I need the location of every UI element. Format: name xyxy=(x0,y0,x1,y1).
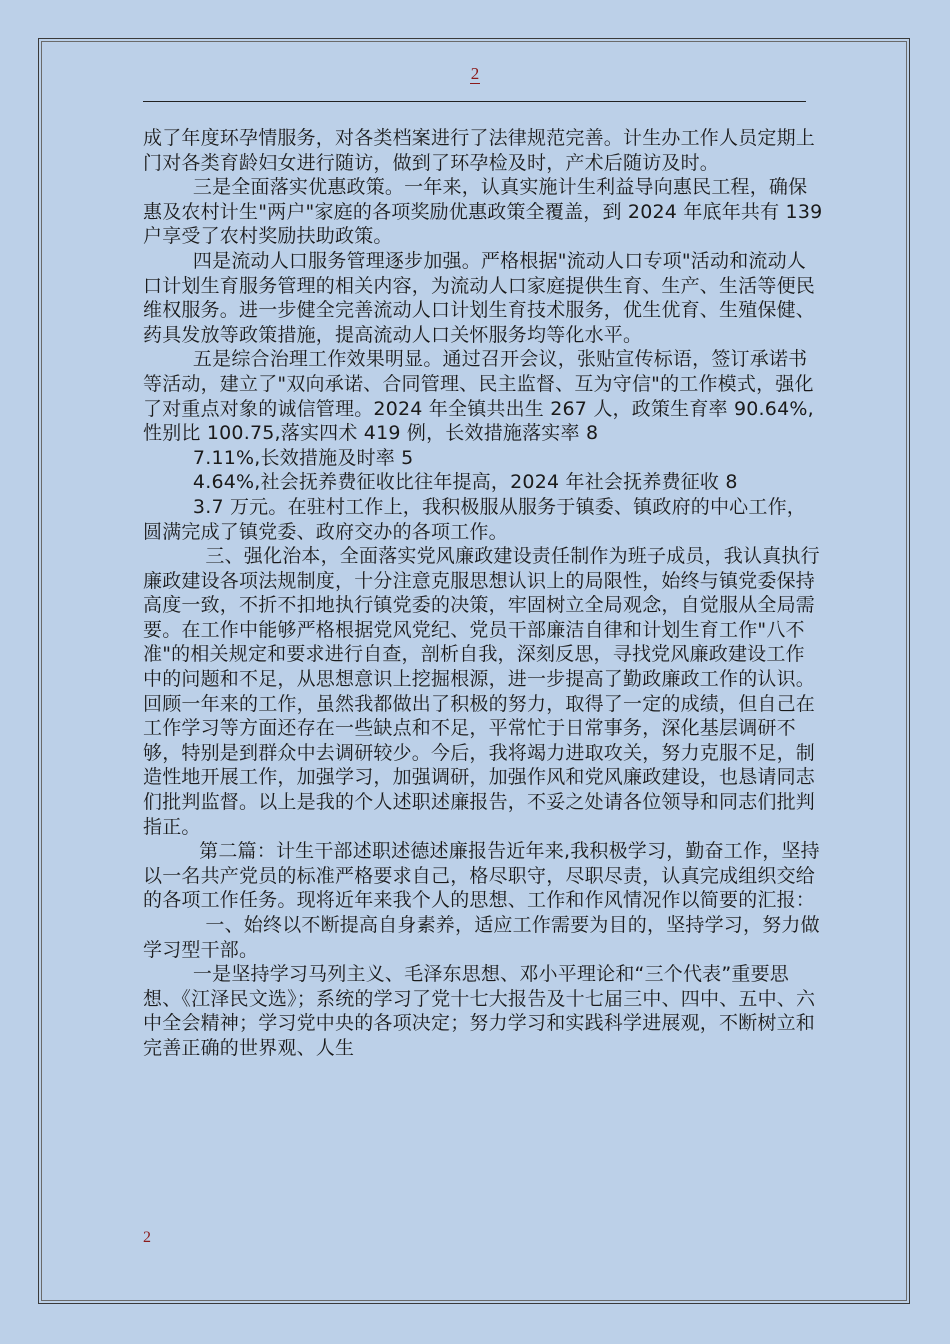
paragraph: 第二篇：计生干部述职述德述廉报告近年来,我积极学习，勤奋工作，坚持以一名共产党员的标准严格要求自己，格尽职守，尽职尽责，认真完成组织交给的各项工作任务。现将近年来我个人的思想、工作和作风情况作以简要的汇报： xyxy=(143,840,820,912)
paragraph: 3.7 万元。在驻村工作上，我积极服从服务于镇委、镇政府的中心工作，圆满完成了镇党委、政府交办的各项工作。 xyxy=(143,495,806,543)
paragraph: 三是全面落实优惠政策。一年来，认真实施计生利益导向惠民工程，确保惠及农村计生"两户"家庭的各项奖励优惠政策全覆盖，到 2024 年底年共有 139 户享受了农村奖励扶助政策。 xyxy=(143,176,829,248)
paragraph: 7.11%,长效措施及时率 5 xyxy=(143,446,414,469)
paragraph: 一是坚持学习马列主义、毛泽东思想、邓小平理论和“三个代表”重要思想、《江泽民文选》；系统的学习了党十七大报告及十七届三中、四中、五中、六中全会精神；学习党中央的各项决定；努力学习和实践科学进展观，不断树立和完善正确的世界观、人生 xyxy=(143,963,816,1059)
paragraph: 三、强化治本，全面落实党风廉政建设责任制作为班子成员，我认真执行廉政建设各项法规制度，十分注意克服思想认识上的局限性，始终与镇党委保持高度一致，不折不扣地执行镇党委的决策，牢固树立全局观念，自觉服从全局需要。在工作中能够严格根据党风党纪、党员干部廉洁自律和计划生育工作"八不准"的相关规定和要求进行自查，剖析自我，深刻反思，寻找党风廉政建设工作中的问题和不足，从思想意识上挖掘根源，进一步提高了勤政廉政工作的认识。回顾一年来的工作，虽然我都做出了积极的努力，取得了一定的成绩，但自己在工作学习等方面还存在一些缺点和不足，平常忙于日常事务，深化基层调研不够，特别是到群众中去调研较少。今后，我将竭力进取攻关，努力克服不足，制造性地开展工作，加强学习，加强调研，加强作风和党风廉政建设，也恳请同志们批判监督。以上是我的个人述职述廉报告，不妥之处请各位领导和同志们批判指正。 xyxy=(143,545,820,838)
paragraph: 成了年度环孕情服务，对各类档案进行了法律规范完善。计生办工作人员定期上门对各类育龄妇女进行随访，做到了环孕检及时，产术后随访及时。 xyxy=(143,127,816,174)
header-page-number xyxy=(0,64,950,84)
paragraph: 四是流动人口服务管理逐步加强。严格根据"流动人口专项"活动和流动人口计划生育服务管理的相关内容，为流动人口家庭提供生育、生产、生活等便民维权服务。进一步健全完善流动人口计划生育技术服务，优生优育、生殖保健、药具发放等政策措施，提高流动人口关怀服务均等化水平。 xyxy=(143,249,816,346)
header-page-number-text: 2 xyxy=(470,64,480,83)
paragraph: 4.64%,社会抚养费征收比往年提高，2024 年社会抚养费征收 8 xyxy=(143,471,738,494)
header-divider xyxy=(143,101,806,102)
paragraph: 一、始终以不断提高自身素养，适应工作需要为目的，坚持学习，努力做学习型干部。 xyxy=(143,914,820,961)
body-text xyxy=(143,126,829,1061)
footer-page-number: 2 xyxy=(143,1229,151,1246)
paragraph: 五是综合治理工作效果明显。通过召开会议，张贴宣传标语，签订承诺书等活动，建立了"双向承诺、合同管理、民主监督、互为守信"的工作模式，强化了对重点对象的诚信管理。2024 年全镇共出生 267 人，政策生育率 90.64%,性别比 100.75,落实四术 419 例，长效措施落实率 8 xyxy=(143,348,814,445)
